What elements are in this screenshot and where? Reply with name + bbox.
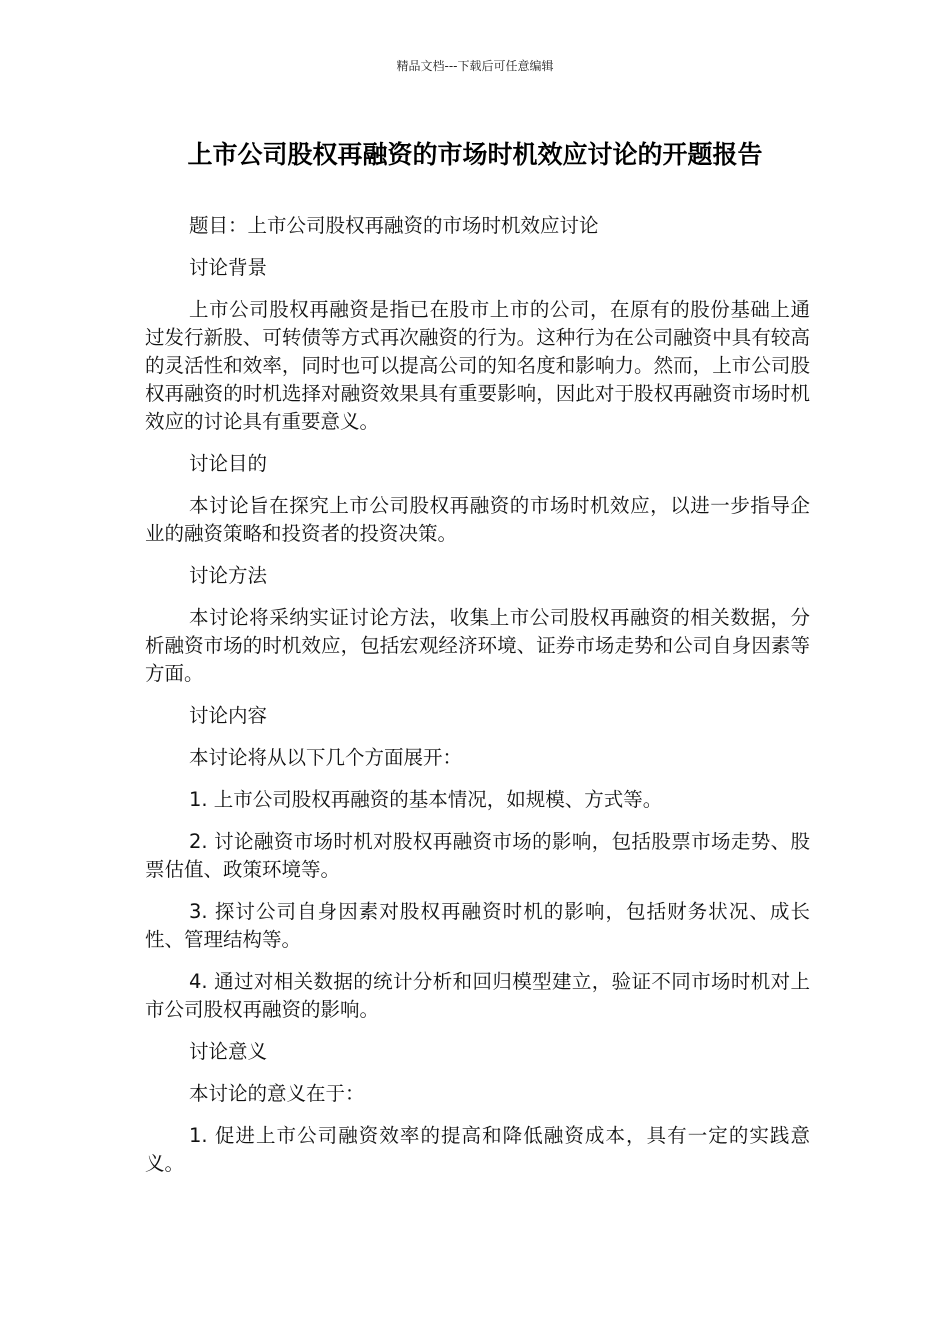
content-item-1: 1. 上市公司股权再融资的基本情况，如规模、方式等。 [189,788,663,811]
significance-intro: 本讨论的意义在于： [189,1082,365,1105]
content-item-3: 3. 探讨公司自身因素对股权再融资时机的影响，包括财务状况、成长性、管理结构等。 [145,900,810,951]
method-paragraph: 本讨论将采纳实证讨论方法，收集上市公司股权再融资的相关数据，分析融资市场的时机效应，包括宏观经济环境、证券市场走势和公司自身因素等方面。 [145,606,810,685]
section-heading-background: 讨论背景 [189,256,268,279]
header-note: 精品文档---下载后可任意编辑 [396,59,554,73]
document-title: 上市公司股权再融资的市场时机效应讨论的开题报告 [187,140,763,169]
topic-line: 题目：上市公司股权再融资的市场时机效应讨论 [189,214,599,237]
section-heading-significance: 讨论意义 [189,1040,268,1063]
purpose-paragraph: 本讨论旨在探究上市公司股权再融资的市场时机效应，以进一步指导企业的融资策略和投资者的投资决策。 [145,494,810,545]
background-paragraph: 上市公司股权再融资是指已在股市上市的公司，在原有的股份基础上通过发行新股、可转债等方式再次融资的行为。这种行为在公司融资中具有较高的灵活性和效率，同时也可以提高公司的知名度和影响力。然而，上市公司股权再融资的时机选择对融资效果具有重要影响，因此对于股权再融资市场时机效应的讨论具有重要意义。 [145,298,810,433]
content-item-2: 2. 讨论融资市场时机对股权再融资市场的影响，包括股票市场走势、股票估值、政策环境等。 [145,830,810,881]
section-heading-purpose: 讨论目的 [189,452,268,475]
content-intro: 本讨论将从以下几个方面展开： [189,746,463,769]
section-heading-content: 讨论内容 [189,704,268,727]
content-item-4: 4. 通过对相关数据的统计分析和回归模型建立，验证不同市场时机对上市公司股权再融资的影响。 [145,970,810,1021]
significance-item-1: 1. 促进上市公司融资效率的提高和降低融资成本，具有一定的实践意义。 [145,1124,810,1175]
section-heading-method: 讨论方法 [189,564,268,587]
document-body [145,212,810,1192]
